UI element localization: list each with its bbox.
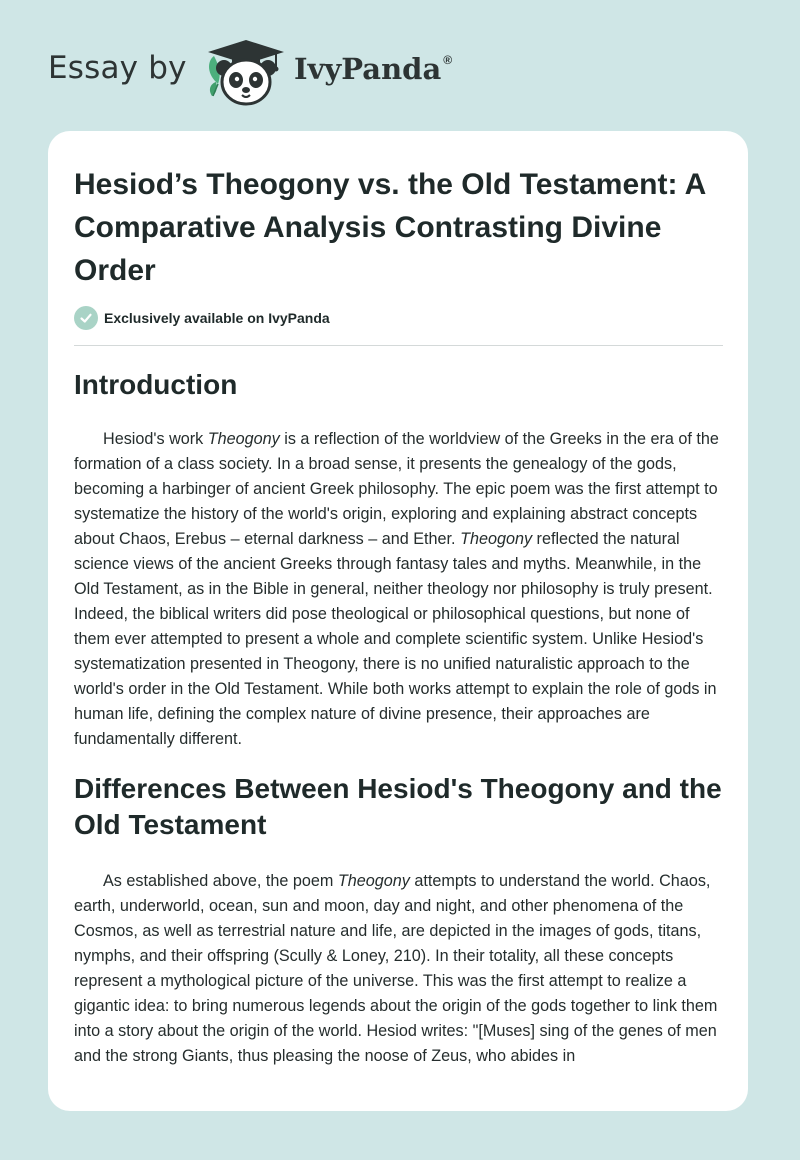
essay-title: Hesiod’s Theogony vs. the Old Testament: A Comparative Analysis Contrasting Divine Order (74, 168, 706, 287)
introduction-paragraph (74, 427, 726, 752)
essay-card (48, 131, 748, 1111)
section-heading-introduction: Introduction (74, 369, 238, 400)
brand-text: IvyPanda (294, 52, 442, 86)
section-heading-differences: Differences Between Hesiod's Theogony and the Old Testament (74, 773, 722, 840)
exclusive-badge (74, 305, 330, 331)
emphasis-theogony: Theogony (460, 530, 533, 548)
text-run: attempts to understand the world. Chaos, earth, underworld, ocean, sun and moon, day and night, and other phenomena of the Cosmos, as well as terrestrial nature and life, are depicted in the images of gods, titans, nymphs, and their offspring (Scully & Loney, 210). In their totality, all these concepts represent a mythological picture of the universe. This was the first attempt to realize a gigantic idea: to bring numerous legends about the origin of the gods together to link them into a story about the origin of the world. Hesiod writes: "[Muses] sing of the genes of men and the strong Giants, thus pleasing the noose of Zeus, who abides in (74, 872, 718, 1065)
panda-graduation-cap-logo-icon[interactable] (204, 38, 288, 108)
exclusive-badge-label: Exclusively available on IvyPanda (104, 310, 330, 326)
emphasis-theogony: Theogony (207, 430, 280, 448)
registered-mark: ® (443, 53, 453, 68)
text-run: is a reflection of the worldview of the Greeks in the era of the formation of a class society. In a broad sense, it presents the genealogy of the gods, becoming a harbinger of ancient Greek philosophy. The epic poem was the first attempt to systematize the history of the world's origin, exploring and explaining abstract concepts about Chaos, Erebus – eternal darkness – and Ether. (74, 430, 719, 548)
text-run: reflected the natural science views of the ancient Greeks through fantasy tales and myths. Meanwhile, in the Old Testament, as in the Bible in general, neither theology nor philosophy is truly present. Indeed, the biblical writers did pose theological or philosophical questions, but none of them ever attempted to present a whole and complete scientific system. Unlike Hesiod's systematization presented in Theogony, there is no unified naturalistic approach to the world's order in the Old Testament. While both works attempt to explain the role of gods in human life, defining the complex nature of divine presence, their approaches are fundamentally different. (74, 530, 717, 748)
check-circle-icon (74, 306, 98, 330)
divider (74, 345, 723, 346)
site-header (0, 0, 800, 130)
essay-by-label: Essay by (48, 50, 187, 86)
differences-paragraph (74, 869, 726, 1069)
text-run: Hesiod's work (103, 430, 208, 448)
brand-name[interactable] (294, 52, 452, 86)
emphasis-theogony: Theogony (337, 872, 410, 890)
text-run: As established above, the poem (103, 872, 338, 890)
